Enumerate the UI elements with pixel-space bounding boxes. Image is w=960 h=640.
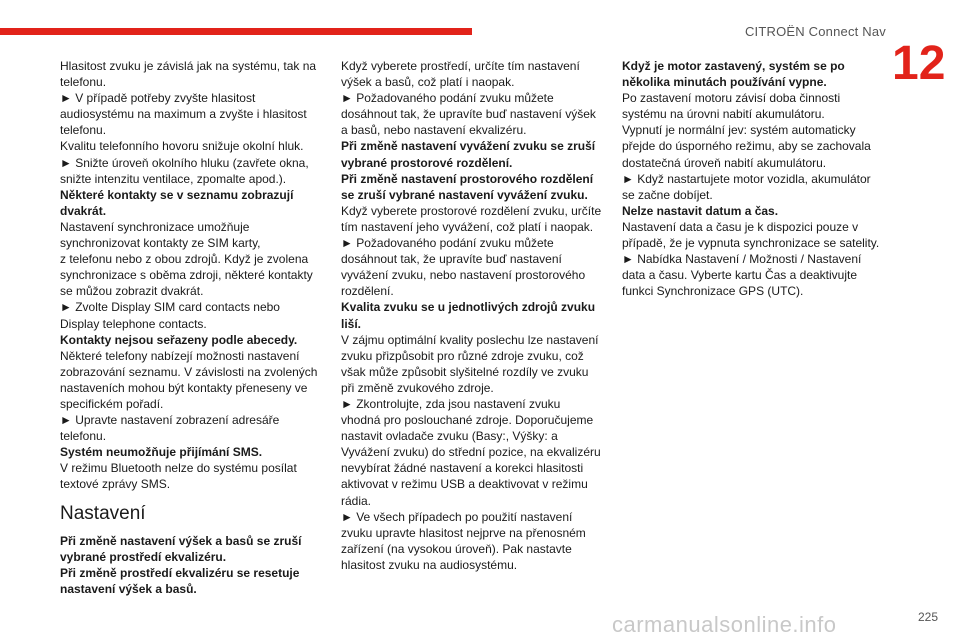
paragraph: Kvalitu telefonního hovoru snižuje okolní hluk. <box>60 139 304 154</box>
paragraph: Nastavení data a času je k dispozici pouze v případě, že je vypnuta synchronizace se satelity. <box>622 219 880 251</box>
paragraph: Po zastavení motoru závisí doba činnosti systému na úrovni nabití akumulátoru. <box>622 91 841 122</box>
header-accent-bar <box>0 28 472 35</box>
paragraph: ► Ve všech případech po použití nastavení zvuku upravte hlasitost nejprve na přenosném zařízení (na vysokou úroveň). Pak nastavte hlasitost zvuku na audiosystému. <box>341 509 586 572</box>
bold-question: Když je motor zastavený, systém se po několika minutách používání vypne. <box>622 59 845 90</box>
paragraph: Některé telefony nabízejí možnosti nastavení zobrazování seznamu. V závislosti na zvolených nastaveních mohou být kontakty přeneseny ve specifickém pořadí. <box>60 348 318 411</box>
paragraph: Vypnutí je normální jev: systém automaticky přejde do úsporného režimu, aby se zachovala dostatečná úroveň nabití akumulátoru. <box>622 123 871 170</box>
paragraph: V režimu Bluetooth nelze do systému posílat textové zprávy SMS. <box>60 461 297 492</box>
paragraph: ► Upravte nastavení zobrazení adresáře telefonu. <box>60 413 280 444</box>
paragraph: ► Požadovaného podání zvuku můžete dosáhnout tak, že upravíte buď nastavení výšek a basů, nebo nastavení ekvalizéru. <box>341 91 596 138</box>
header-title: CITROËN Connect Nav <box>744 24 886 39</box>
paragraph: ► V případě potřeby zvyšte hlasitost audiosystému na maximum a zvyšte i hlasitost telefonu. <box>60 91 307 138</box>
text-column-1 <box>60 58 322 597</box>
page-number: 225 <box>917 610 938 624</box>
bold-question: Systém neumožňuje přijímání SMS. <box>60 445 263 460</box>
bold-question: Kvalita zvuku se u jednotlivých zdrojů zvuku liší. <box>341 300 596 331</box>
text-column-2 <box>341 58 603 573</box>
bold-question: Kontakty nejsou seřazeny podle abecedy. <box>60 332 298 347</box>
bold-question: Některé kontakty se v seznamu zobrazují dvakrát. <box>60 187 294 218</box>
bold-question: Při změně prostředí ekvalizéru se resetuje nastavení výšek a basů. <box>60 565 300 596</box>
section-heading: Nastavení <box>60 502 146 524</box>
bold-question: Při změně nastavení prostorového rozdělení se zruší vybrané nastavení vyvážení zvuku. <box>341 171 594 202</box>
paragraph: Když vyberete prostorové rozdělení zvuku, určíte tím nastavení jeho vyvážení, což platí i naopak. <box>341 203 602 234</box>
paragraph: Hlasitost zvuku je závislá jak na systému, tak na telefonu. <box>60 59 317 90</box>
paragraph: ► Požadovaného podání zvuku můžete dosáhnout tak, že upravíte buď nastavení vyvážení zvuku, nebo nastavení prostorového rozdělení. <box>341 236 586 299</box>
paragraph: ► Snižte úroveň okolního hluku (zavřete okna, snižte intenzitu ventilace, zpomalte apod.). <box>60 155 309 186</box>
text-column-3 <box>622 58 884 299</box>
bold-question: Nelze nastavit datum a čas. <box>622 203 779 218</box>
paragraph: Nastavení synchronizace umožňuje synchronizovat kontakty ze SIM karty, <box>60 219 261 251</box>
watermark: carmanualsonline.info <box>612 612 837 637</box>
paragraph: ► Když nastartujete motor vozidla, akumulátor se začne dobíjet. <box>622 171 871 202</box>
bold-question: Při změně nastavení výšek a basů se zruší vybrané prostředí ekvalizéru. <box>60 533 302 564</box>
paragraph: Když vyberete prostředí, určíte tím nastavení výšek a basů, což platí i naopak. <box>341 59 580 90</box>
paragraph: ► Zvolte Display SIM card contacts nebo Display telephone contacts. <box>60 300 280 331</box>
paragraph: ► Nabídka Nastavení / Možnosti / Nastavení data a času. Vyberte kartu Čas a deaktivujte funkci Synchronizace GPS (UTC). <box>622 252 862 299</box>
paragraph: z telefonu nebo z obou zdrojů. Když je zvolena synchronizace s oběma zdroji, některé kontakty se můžou zobrazit dvakrát. <box>60 252 313 299</box>
paragraph: ► Zkontrolujte, zda jsou nastavení zvuku vhodná pro poslouchané zdroje. Doporučujeme nastavit ovladače zvuku (Basy:, Výšky: a Vyvážení zvuku) do střední pozice, na ekvalizéru nevybírat žádné nastavení a korekci hlasitosti aktivovat v režimu USB a deaktivovat v režimu rádia. <box>341 396 601 508</box>
paragraph: V zájmu optimální kvality poslechu lze nastavení zvuku přizpůsobit pro různé zdroje zvuku, což však může způsobit slyšitelné rozdíly ve zvuku při změně zvukového zdroje. <box>341 332 599 395</box>
bold-question: Při změně nastavení vyvážení zvuku se zruší vybrané prostorové rozdělení. <box>341 139 596 170</box>
chapter-number: 12 <box>892 37 946 90</box>
